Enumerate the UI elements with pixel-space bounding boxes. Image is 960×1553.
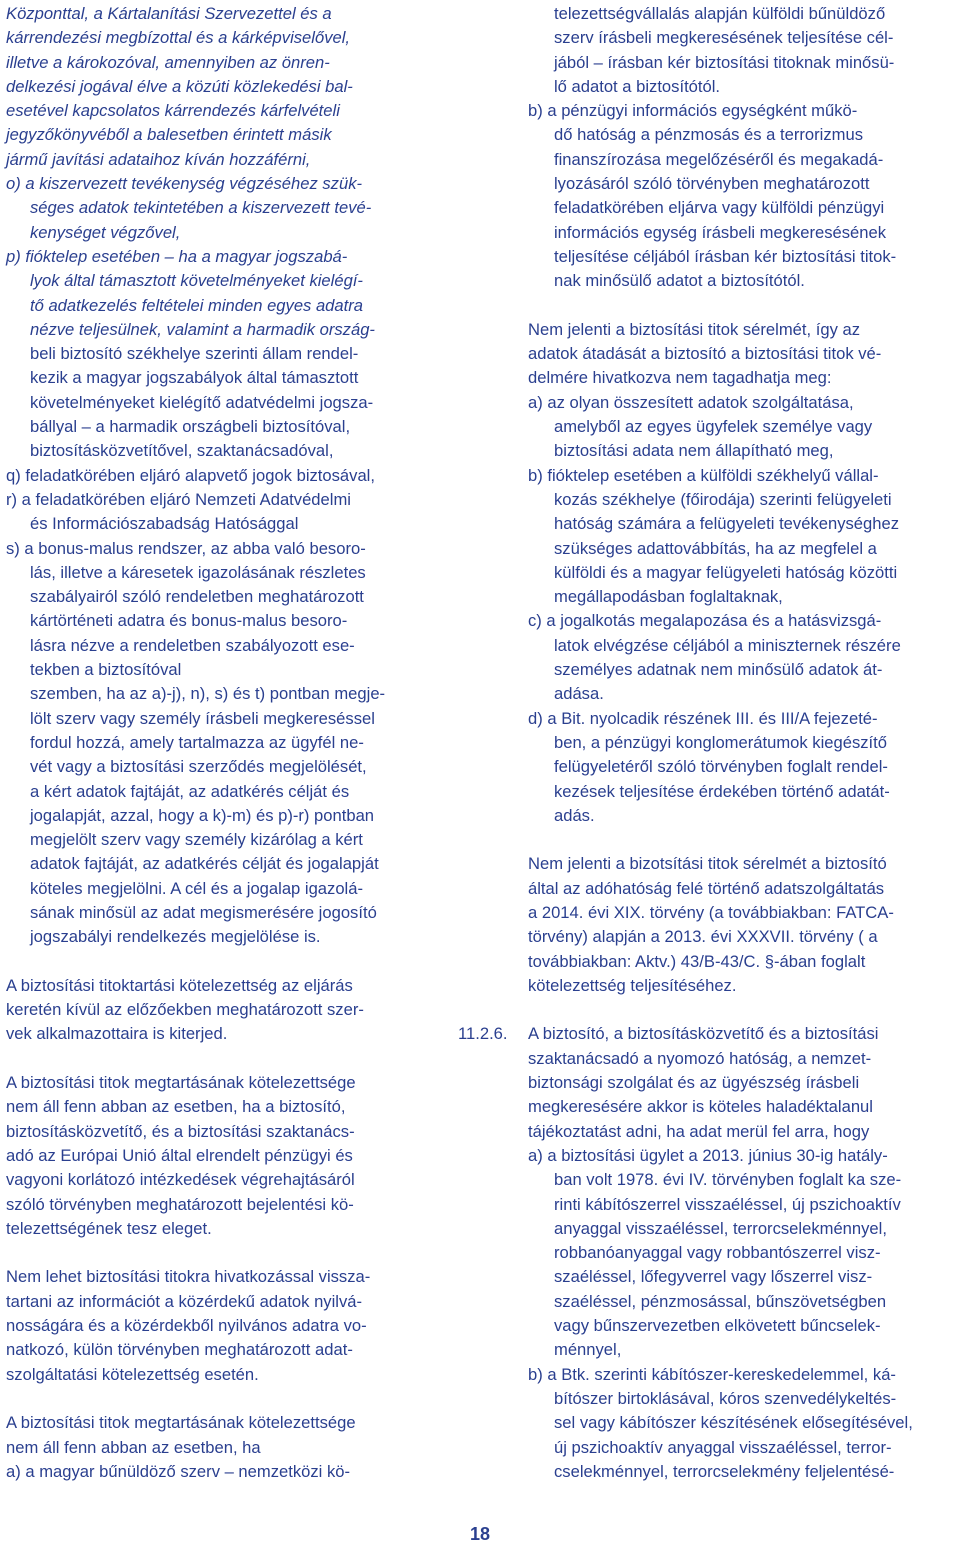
text-line: megjelölt szerv vagy személy kizárólag a kért	[30, 830, 363, 850]
text-line: hatóság számára a felügyeleti tevékenységhez	[554, 514, 899, 534]
text-line: feladatkörében eljárva vagy külföldi pénzügyi	[554, 198, 885, 218]
text-line: nosságára és a közérdekből nyilvános adatra vo-	[6, 1316, 367, 1336]
text-line: nem áll fenn abban az esetben, ha a biztosító,	[6, 1097, 346, 1117]
text-line: szükséges adattovábbítás, ha az megfelel a	[554, 538, 877, 558]
text-line: r) a feladatkörében eljáró Nemzeti Adatvédelmi	[6, 489, 351, 509]
text-line: telezettségvállalás alapján külföldi bűnüldöző	[554, 4, 886, 23]
text-line: kezik a magyar jogszabályok által támasztott	[30, 368, 359, 388]
text-line: adó az Európai Unió által elrendelt pénzügyi és	[6, 1145, 353, 1165]
text-line: adatok fajtáját, az adatkérés célját és jogalapját	[30, 854, 379, 874]
text-line: a 2014. évi XIX. törvény (a továbbiakban: FATCA-	[528, 902, 894, 922]
text-line: b) fióktelep esetében a külföldi székhelyű vállal-	[528, 465, 879, 485]
text-line: sel vagy kábítószer készítésének elősegítésével,	[554, 1413, 913, 1433]
text-line: biztosításközvetítővel, szaktanácsadóval,	[30, 441, 334, 461]
paragraph-gap	[6, 1241, 430, 1265]
page-number: 18	[469, 1524, 491, 1544]
text-line: robbanóanyaggal vagy robbantószerrel visz-	[554, 1243, 881, 1263]
text-line: kártörténeti adatra és bonus-malus besoro-	[30, 611, 348, 631]
text-line: törvény) alapján a 2013. évi XXXVII. törvény ( a	[528, 927, 878, 947]
text-line: jogalapját, azzal, hogy a k)-m) és p)-r) pontban	[30, 805, 375, 825]
text-line: b) a Btk. szerinti kábítószer-kereskedelemmel, ká-	[528, 1364, 896, 1384]
text-line: tájékoztatást adni, ha adat merül fel arra, hogy	[528, 1121, 870, 1141]
text-line: illetve a károkozóval, amennyiben az önren-	[6, 52, 330, 72]
paragraph-gap	[6, 1387, 430, 1411]
text-line: lás, illetve a káresetek igazolásának részletes	[30, 562, 366, 582]
text-line: lásra nézve a rendeletben szabályozott ese-	[30, 635, 355, 655]
text-line: követelményeket kielégítő adatvédelmi jogsza-	[30, 392, 374, 412]
text-line: adatok átadását a biztosító a biztosítási titok vé-	[528, 344, 882, 364]
text-line: bállyal – a harmadik országbeli biztosítóval,	[30, 417, 351, 437]
text-line: ben, a pénzügyi konglomerátumok kiegészítő	[554, 732, 887, 752]
text-line: teljesítése céljából írásban kér biztosítási titok-	[554, 246, 897, 266]
text-line: Központtal, a Kártalanítási Szervezettel és a	[6, 4, 332, 23]
text-line: q) feladatkörében eljáró alapvető jogok biztosával,	[6, 465, 375, 485]
text-line: ban volt 1978. évi IV. törvényben foglalt ka sze-	[554, 1170, 902, 1190]
right-column	[458, 2, 954, 1484]
text-line: 11.2.6. A biztosító, a biztosításközvetítő és a biztosítási	[458, 1022, 960, 1046]
text-line: anyaggal visszaéléssel, terrorcselekménnyel,	[554, 1218, 887, 1238]
text-line: biztonsági szolgálat és az ügyészség írásbeli	[528, 1073, 860, 1093]
text-line: a) a biztosítási ügylet a 2013. június 30-ig hatály-	[528, 1145, 888, 1165]
text-line: cselekménnyel, terrorcselekmény feljelentésé-	[554, 1461, 895, 1481]
text-line: Nem jelenti a bizotsítási titok sérelmét a biztosító	[528, 854, 887, 874]
text-line: szóló törvényben meghatározott bejelentési kö-	[6, 1194, 354, 1214]
left-column	[6, 2, 430, 1484]
paragraph-gap	[458, 828, 954, 852]
text-line: Nem jelenti a biztosítási titok sérelmét, így az	[528, 319, 861, 339]
text-line: lő adatot a biztosítótól.	[554, 76, 721, 96]
text-line: megállapodásban foglaltaknak,	[554, 587, 783, 607]
text-line: jogszabályi rendelkezés megjelölése is.	[30, 927, 321, 947]
text-line: adása.	[554, 684, 604, 704]
paragraph-gap	[6, 950, 430, 974]
text-line: lölt szerv vagy személy írásbeli megkereséssel	[30, 708, 375, 728]
text-line: információs egység írásbeli megkeresésének	[554, 222, 887, 242]
section-number: 11.2.6.	[458, 1024, 508, 1044]
text-line: amelyből az egyes ügyfelek személye vagy	[554, 417, 873, 437]
text-line: kozás székhelye (főirodája) szerinti felügyeleti	[554, 489, 892, 509]
text-line: jármű javítási adataihoz kíván hozzáférni,	[6, 149, 311, 169]
text-line: felügyeletéről szóló törvényben foglalt rendel-	[554, 757, 888, 777]
text-line: jából – írásban kér biztosítási titoknak minősü-	[554, 52, 895, 72]
text-line: d) a Bit. nyolcadik részének III. és III/A fejezeté-	[528, 708, 878, 728]
text-line: vagy bűnszervezetben elkövetett bűncselek-	[554, 1316, 881, 1336]
text-line: nak minősülő adatot a biztosítótól.	[554, 271, 805, 291]
text-line: szerv írásbeli megkeresésének teljesítése cél-	[554, 28, 894, 48]
text-line: szolgáltatási kötelezettség esetén.	[6, 1364, 259, 1384]
text-line: nézve teljesülnek, valamint a harmadik ország-	[30, 319, 375, 339]
text-line: tartani az információt a közérdekű adatok nyilvá-	[6, 1291, 363, 1311]
text-line: köteles megjelölni. A cél és a jogalap igazolá-	[30, 878, 364, 898]
text-line: lyozásáról szóló törvényben meghatározott	[554, 174, 870, 194]
text-line: finanszírozása megelőzéséről és megakadá-	[554, 149, 884, 169]
paragraph-gap	[458, 294, 954, 318]
text-line: szaktanácsadó a nyomozó hatóság, a nemzet-	[528, 1048, 872, 1068]
text-line: delkezési jogával élve a közúti közlekedési bal-	[6, 76, 353, 96]
text-line: beli biztosító székhelye szerinti állam rendel-	[30, 344, 359, 364]
text-line: a kért adatok fajtáját, az adatkérés célját és	[30, 781, 350, 801]
text-line: delmére hivatkozva nem tagadhatja meg:	[528, 368, 832, 388]
text-line: kezések teljesítése érdekében történő adatát-	[554, 781, 890, 801]
text-line: kötelezettség teljesítéséhez.	[528, 975, 737, 995]
text-line: Nem lehet biztosítási titokra hivatkozással vissza-	[6, 1267, 371, 1287]
text-line: lyok által támasztott követelményeket kielégí-	[30, 271, 363, 291]
text-line: által az adóhatóság felé történő adatszolgáltatás	[528, 878, 885, 898]
text-line: o) a kiszervezett tevékenység végzéséhez szük-	[6, 174, 363, 194]
text-line: kárrendezési megbízottal és a kárképviselővel,	[6, 28, 351, 48]
text-line: jegyzőkönyvéből a balesetben érintett másik	[6, 125, 332, 145]
text-line: vek alkalmazottaira is kiterjed.	[6, 1024, 228, 1044]
text-line: a) az olyan összesített adatok szolgáltatása,	[528, 392, 854, 412]
text-line: b) a pénzügyi információs egységként műkö-	[528, 101, 858, 121]
text-line: keretén kívül az előzőekben meghatározott szer-	[6, 1000, 364, 1020]
text-line: A biztosítási titok megtartásának kötelezettsége	[6, 1073, 356, 1093]
text-line: biztosításközvetítő, és a biztosítási szaktanács-	[6, 1121, 355, 1141]
text-line: kenységet végzővel,	[30, 222, 181, 242]
text-line: szaéléssel, lőfegyverrel vagy lőszerrel visz-	[554, 1267, 873, 1287]
text-line: és Információszabadság Hatósággal	[30, 514, 299, 534]
text-line: megkeresésére akkor is köteles haladéktalanul	[528, 1097, 873, 1117]
text-line: vét vagy a biztosítási szerződés megjelölését,	[30, 757, 367, 777]
text-line: nem áll fenn abban az esetben, ha	[6, 1437, 261, 1457]
text-line: fordul hozzá, amely tartalmazza az ügyfél ne-	[30, 732, 364, 752]
text-line: továbbiakban: Aktv.) 43/B-43/C. §-ában foglalt	[528, 951, 866, 971]
text-line: szabályairól szóló rendeletben meghatározott	[30, 587, 364, 607]
text-line: séges adatok tekintetében a kiszervezett tevé-	[30, 198, 372, 218]
text-line: telezettségének tesz eleget.	[6, 1218, 212, 1238]
text-line: vagyoni korlátozó intézkedések végrehajtásáról	[6, 1170, 355, 1190]
text-line: dő hatóság a pénzmosás és a terrorizmus	[554, 125, 863, 145]
text-line: adás.	[554, 805, 595, 825]
text-line: bítószer birtoklásával, kóros szenvedélykeltés-	[554, 1388, 897, 1408]
text-line: személyes adatnak nem minősülő adatok át-	[554, 660, 883, 680]
text-line: biztosítási adata nem állapítható meg,	[554, 441, 834, 461]
text-line: latok elvégzése céljából a miniszternek részére	[554, 635, 901, 655]
text-line: sának minősül az adat megismerésére jogosító	[30, 902, 377, 922]
text-line: a) a magyar bűnüldöző szerv – nemzetközi kö-	[6, 1461, 351, 1481]
text-line: p) fióktelep esetében – ha a magyar jogszabá-	[6, 246, 348, 266]
text-line: külföldi és a magyar felügyeleti hatóság közötti	[554, 562, 898, 582]
text-line: tekben a biztosítóval	[30, 660, 182, 680]
text-line: A biztosítási titok megtartásának kötelezettsége	[6, 1413, 356, 1433]
text-line: rinti kábítószerrel visszaéléssel, új pszichoaktív	[554, 1194, 901, 1214]
text-line: új pszichoaktív anyaggal visszaéléssel, terror-	[554, 1437, 892, 1457]
text-line: szaéléssel, pénzmosással, bűnszövetségben	[554, 1291, 887, 1311]
text-line: szemben, ha az a)-j), n), s) és t) pontban megje-	[30, 684, 386, 704]
text-line: natkozó, külön törvényben meghatározott adat-	[6, 1340, 353, 1360]
text-line: esetével kapcsolatos kárrendezés kárfelvételi	[6, 101, 340, 121]
paragraph-gap	[6, 1047, 430, 1071]
text-line: s) a bonus-malus rendszer, az abba való besoro-	[6, 538, 366, 558]
text-line: ménnyel,	[554, 1340, 622, 1360]
text-line: A biztosítási titoktartási kötelezettség az eljárás	[6, 975, 353, 995]
paragraph-gap	[458, 998, 954, 1022]
text-line: c) a jogalkotás megalapozása és a hatásvizsgá-	[528, 611, 882, 631]
text-line: tő adatkezelés feltételei minden egyes adatra	[30, 295, 364, 315]
